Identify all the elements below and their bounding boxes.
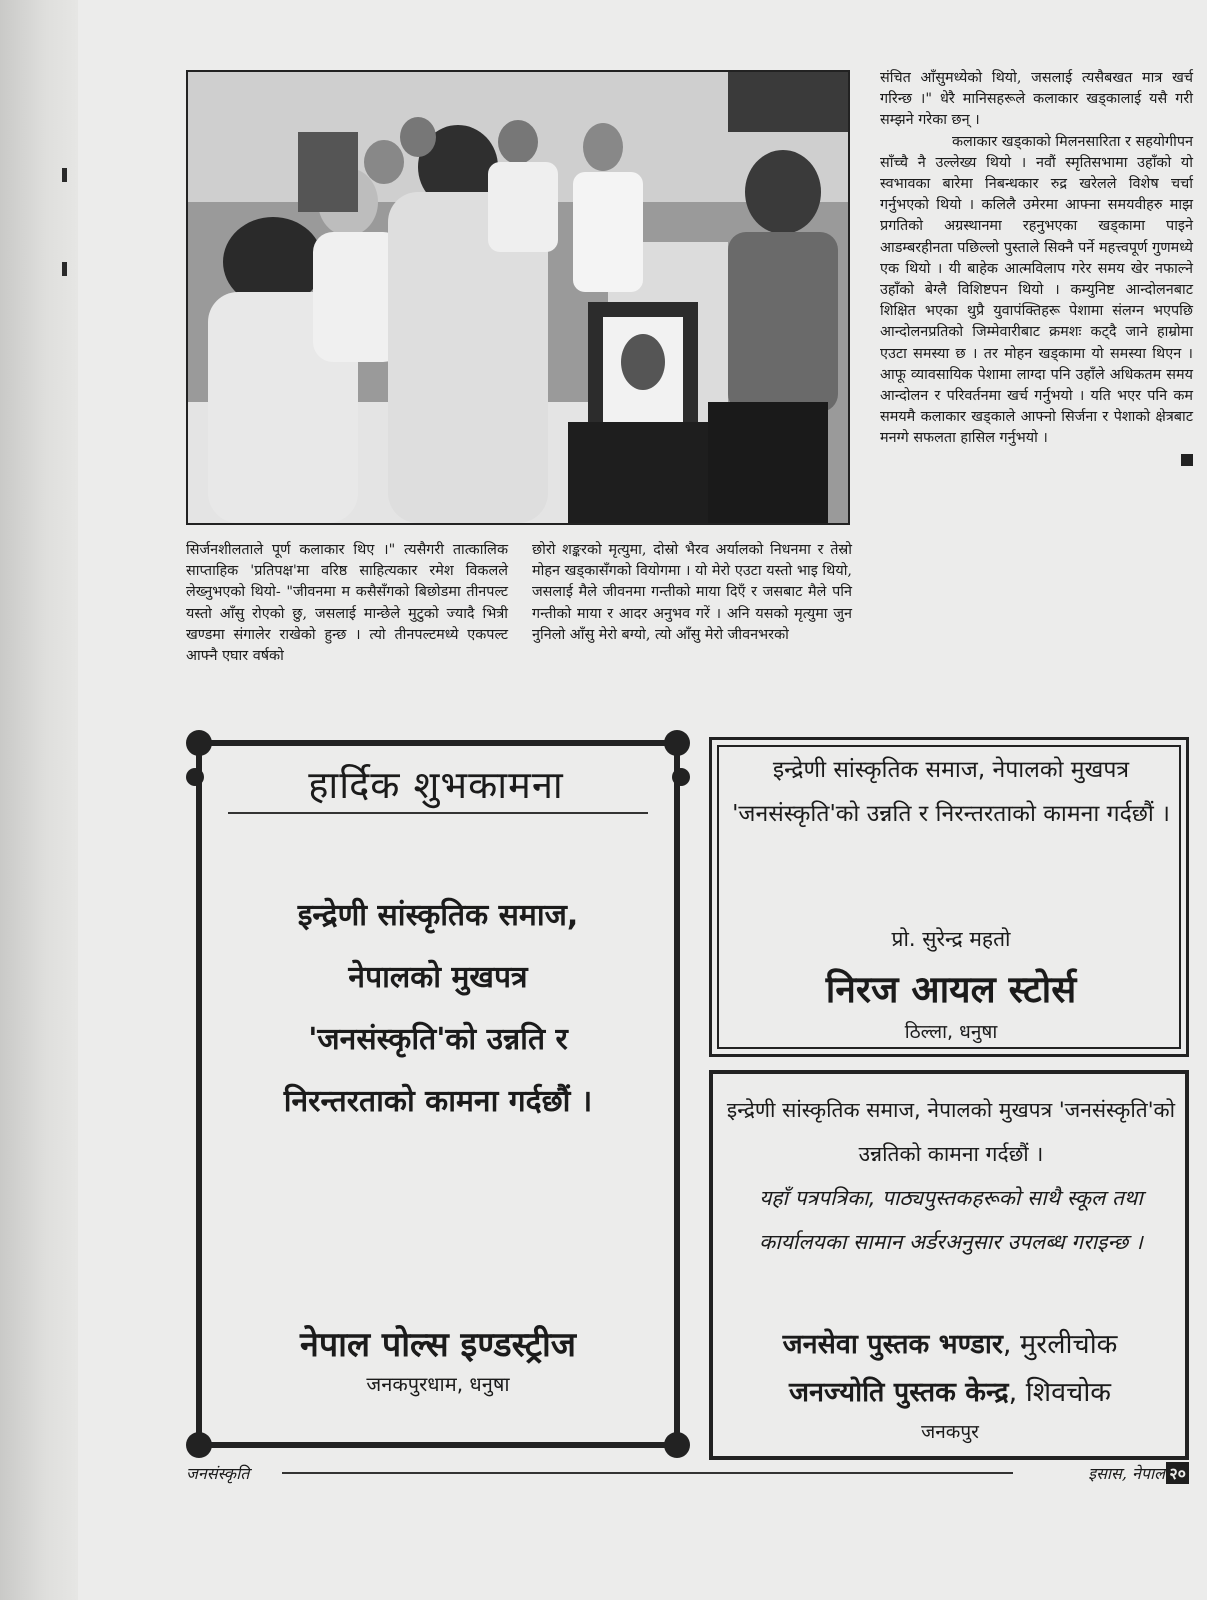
article-end-square	[1181, 454, 1193, 466]
ornament-corner	[186, 768, 204, 786]
article-paragraph: संचित आँसुमध्येको थियो, जसलाई त्यसैबखत मात्र खर्च गरिन्छ ।" धेरै मानिसहरूले कलाकार खड्कालाई यसै गरी सम्झने गरेका छन् ।	[880, 70, 1193, 129]
publisher-name: इसास, नेपाल	[1088, 1464, 1165, 1483]
ornament-corner	[186, 730, 212, 756]
ornament-corner	[664, 1432, 690, 1458]
page-footer	[186, 1462, 1189, 1484]
advertiser-person: प्रो. सुरेन्द्र महतो	[891, 927, 1011, 951]
ornament-corner	[672, 768, 690, 786]
advertiser-name: नेपाल पोल्स इण्डस्ट्रीज	[300, 1325, 576, 1365]
magazine-name: जनसंस्कृति	[186, 1464, 250, 1483]
advertiser-address: जनकपुरधाम, धनुषा	[366, 1372, 510, 1396]
ad-message-line: निरन्तरताको कामना गर्दछौं ।	[283, 1084, 593, 1119]
ad-message	[721, 1088, 1181, 1264]
page-number: २०	[1166, 1462, 1189, 1484]
ad-message	[206, 885, 670, 1133]
event-photo	[186, 70, 850, 525]
ad-message-line: इन्द्रेणी सांस्कृतिक समाज, नेपालको मुखपत्र 'जनसंस्कृति'को उन्नतिको कामना गर्दछौं ।	[726, 1098, 1176, 1166]
footer-rule	[282, 1472, 1013, 1474]
bookstore-location: , शिवचोक	[1008, 1377, 1112, 1408]
ad-divider	[228, 812, 648, 814]
ad-message-line: नेपालको मुखपत्र	[348, 960, 528, 995]
gutter-mark	[62, 262, 67, 276]
article-text: सिर्जनशीलताले पूर्ण कलाकार थिए ।" त्यसैगरी तात्कालिक साप्ताहिक 'प्रतिपक्ष'मा वरिष्ठ साहित्यकार रमेश विकलले लेख्नुभएको थियो- "जीवनमा म कसैसँगको बिछोडमा तीनपल्ट यस्तो आँसु रोएको छु, जसलाई मान्छेले मुटुको ज्यादै भित्री खण्डमा संगालेर राखेको हुन्छ । त्यो तीनपल्टमध्ये एकपल्ट आफ्नै एघार वर्षको	[186, 542, 508, 665]
advertisement-niraj-oil	[709, 737, 1189, 1057]
advertisement-bookstores	[709, 1070, 1189, 1460]
ad-offer-text: यहाँ पत्रपत्रिका, पाठ्यपुस्तकहरूको साथै स्कूल तथा कार्यालयका सामान अर्डरअनुसार उपलब्ध गराइन्छ ।	[759, 1186, 1143, 1254]
ad-message-line: 'जनसंस्कृति'को उन्नति र	[308, 1022, 568, 1057]
advertiser-address: जनकपुर	[921, 1421, 979, 1443]
bookstore-2	[719, 1372, 1181, 1409]
bookstore-name: जनज्योति पुस्तक केन्द्र	[788, 1377, 1009, 1408]
article-paragraph: कलाकार खड्काको मिलनसारिता र सहयोगीपन साँच्चै नै उल्लेख्य थियो । नवौं स्मृतिसभामा उहाँको यो स्वभावका बारेमा निबन्धकार रुद्र खरेलले विशेष चर्चा गर्नुभएको थियो । कलिलै उमेरमा आफ्ना समयवीहरु माझ प्रगतिको अग्रस्थानमा रहनुभएका खड्कामा पाइने आडम्बरहीनता पछिल्लो पुस्ताले सिक्नै पर्ने महत्त्वपूर्ण गुणमध्ये एक थियो । यी बाहेक आत्मविलाप गरेर समय खेर नफाल्ने उहाँको बेग्लै विशिष्टपन थियो । कम्युनिष्ट आन्दोलनबाट शिक्षित भएका थुप्रै युवापंक्तिहरू पेशामा संलग्न भएपछि आन्दोलनप्रतिको जिम्मेवारीबाट क्रमशः कट्दै जाने हाम्रोमा एउटा समस्या छ । तर मोहन खड्कामा यो समस्या थिएन । आफू व्यावसायिक पेशामा लाग्दा पनि उहाँले अधिकतम समय आन्दोलन र परिवर्तनमा खर्च गर्नुभयो । यति भएर पनि कम समयमै कलाकार खड्काले आफ्नो सिर्जना र पेशाको क्षेत्रबाट मनग्गे सफलता हासिल गर्नुभयो ।	[880, 133, 1193, 447]
article-column-middle	[532, 540, 852, 646]
advertiser-address: ठिल्ला, धनुषा	[904, 1021, 998, 1043]
bookstore-name: जनसेवा पुस्तक भण्डार	[782, 1329, 1003, 1360]
ad-heading: हार्दिक शुभकामना	[308, 763, 564, 807]
advertisement-nepal-poles	[186, 730, 690, 1458]
article-text: छोरो शङ्करको मृत्युमा, दोस्रो भैरव अर्यालको निधनमा र तेस्रो मोहन खड्कासँगको वियोगमा । यो मेरो एउटा यस्तो भाइ थियो, जसलाई मैले जीवनमा गन्तीको माया दिएँ र जसबाट मैले पनि गन्तीको माया र आदर अनुभव गरें । अनि यसको मृत्युमा जुन नुनिलो आँसु मेरो बग्यो, त्यो आँसु मेरो जीवनभरको	[532, 542, 852, 643]
page-gutter	[0, 0, 78, 1600]
bookstore-location: , मुरलीचोक	[1002, 1329, 1118, 1360]
bookstore-1	[719, 1324, 1181, 1361]
advertiser-name: निरज आयल स्टोर्स	[825, 968, 1077, 1011]
ad-message: इन्द्रेणी सांस्कृतिक समाज, नेपालको मुखपत्र 'जनसंस्कृति'को उन्नति र निरन्तरताको कामना गर्दछौं ।	[732, 757, 1170, 827]
gutter-mark	[62, 168, 67, 182]
article-column-left	[186, 540, 508, 667]
article-column-right	[880, 68, 1193, 466]
ad-message-line: इन्द्रेणी सांस्कृतिक समाज,	[297, 898, 579, 933]
ornament-corner	[186, 1432, 212, 1458]
ornament-corner	[664, 730, 690, 756]
